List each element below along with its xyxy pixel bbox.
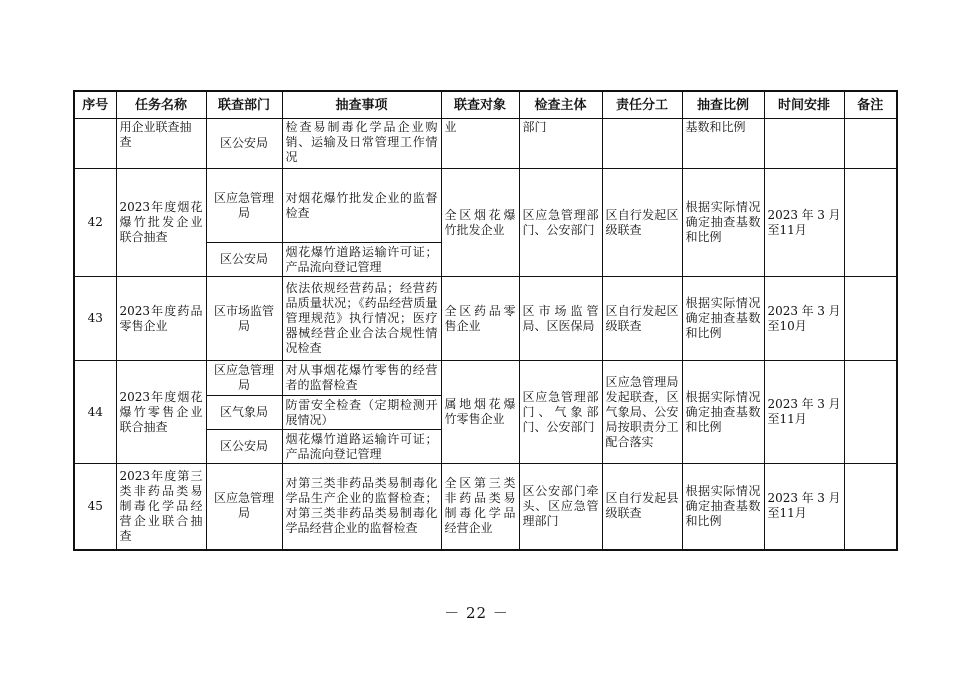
time-cell: [764, 119, 844, 169]
ratio-cell: 根据实际情况确定抽查基数和比例: [682, 277, 764, 361]
header-cell: 序号: [74, 91, 116, 119]
task-name: 2023年度第三类非药品类易制毒化学品经营企业联合抽查: [116, 464, 206, 550]
ratio-cell: 根据实际情况确定抽查基数和比例: [682, 169, 764, 277]
row-number: 42: [74, 169, 116, 277]
inspection-item: 检查易制毒化学品企业购销、运输及日常管理工作情况: [282, 119, 441, 169]
remark-cell: [844, 361, 897, 464]
header-cell: 检查主体: [519, 91, 602, 119]
subject-cell: 区应急管理部门、公安部门: [519, 169, 602, 277]
target-cell: 全区第三类非药品类易制毒化学品经营企业: [441, 464, 519, 550]
header-cell: 联查部门: [206, 91, 282, 119]
remark-cell: [844, 169, 897, 277]
subject-cell: 区公安部门牵头、区应急管理部门: [519, 464, 602, 550]
target-cell: 全区烟花爆竹批发企业: [441, 169, 519, 277]
dept-cell: 区市场监管局: [206, 277, 282, 361]
remark-cell: [844, 464, 897, 550]
duty-cell: 区自行发起区级联查: [602, 169, 682, 277]
inspection-item: 烟花爆竹道路运输许可证；产品流向登记管理: [282, 430, 441, 464]
table-row: [74, 361, 897, 396]
header-cell: 备注: [844, 91, 897, 119]
table-row: [74, 464, 897, 550]
target-cell: 属地烟花爆竹零售企业: [441, 361, 519, 464]
inspection-item: 防雷安全检查（定期检测开展情况）: [282, 396, 441, 430]
ratio-cell: 根据实际情况确定抽查基数和比例: [682, 361, 764, 464]
dept-cell: 区应急管理局: [206, 464, 282, 550]
header-cell: 任务名称: [116, 91, 206, 119]
task-name: 用企业联查抽查: [116, 119, 206, 169]
dept-cell: 区公安局: [206, 119, 282, 169]
header-cell: 抽查比例: [682, 91, 764, 119]
table-row: [74, 169, 897, 243]
table-row: [74, 277, 897, 361]
inspection-item: 烟花爆竹道路运输许可证；产品流向登记管理: [282, 243, 441, 277]
remark-cell: [844, 119, 897, 169]
inspection-item: 对第三类非药品类易制毒化学品生产企业的监督检查；对第三类非药品类易制毒化学品经营企业的监督检查: [282, 464, 441, 550]
target-cell: 全区药品零售企业: [441, 277, 519, 361]
header-cell: 抽查事项: [282, 91, 441, 119]
subject-cell: 区市场监管局、区医保局: [519, 277, 602, 361]
time-cell: 2023年3月至11月: [764, 169, 844, 277]
row-number: 44: [74, 361, 116, 464]
table-row: [74, 119, 897, 169]
inspection-item: 依法依规经营药品；经营药品质量状况；《药品经营质量管理规范》执行情况；医疗器械经营企业合法合规性情况检查: [282, 277, 441, 361]
row-number: 45: [74, 464, 116, 550]
inspection-item: 对从事烟花爆竹零售的经营者的监督检查: [282, 361, 441, 396]
table-header-row: [74, 91, 897, 119]
time-cell: 2023年3月至10月: [764, 277, 844, 361]
dept-cell: 区气象局: [206, 396, 282, 430]
duty-cell: 区自行发起区级联查: [602, 277, 682, 361]
time-cell: 2023年3月至11月: [764, 464, 844, 550]
ratio-cell: 根据实际情况确定抽查基数和比例: [682, 464, 764, 550]
subject-cell: 区应急管理部门、气象部门、公安部门: [519, 361, 602, 464]
dept-cell: 区应急管理局: [206, 169, 282, 243]
inspection-task-table: [73, 90, 898, 551]
dept-cell: 区公安局: [206, 243, 282, 277]
duty-cell: [602, 119, 682, 169]
ratio-cell: 基数和比例: [682, 119, 764, 169]
duty-cell: 区自行发起县级联查: [602, 464, 682, 550]
duty-cell: 区应急管理局发起联查，区气象局、公安局按职责分工配合落实: [602, 361, 682, 464]
row-number: 43: [74, 277, 116, 361]
dept-cell: 区应急管理局: [206, 361, 282, 396]
row-number: [74, 119, 116, 169]
dept-cell: 区公安局: [206, 430, 282, 464]
task-name: 2023年度药品零售企业: [116, 277, 206, 361]
task-name: 2023年度烟花爆竹批发企业联合抽查: [116, 169, 206, 277]
inspection-item: 对烟花爆竹批发企业的监督检查: [282, 169, 441, 243]
time-cell: 2023年3月至11月: [764, 361, 844, 464]
target-cell: 业: [441, 119, 519, 169]
header-cell: 联查对象: [441, 91, 519, 119]
header-cell: 时间安排: [764, 91, 844, 119]
page-number: － 22 －: [444, 604, 509, 622]
subject-cell: 部门: [519, 119, 602, 169]
task-name: 2023年度烟花爆竹零售企业联合抽查: [116, 361, 206, 464]
remark-cell: [844, 277, 897, 361]
header-cell: 责任分工: [602, 91, 682, 119]
